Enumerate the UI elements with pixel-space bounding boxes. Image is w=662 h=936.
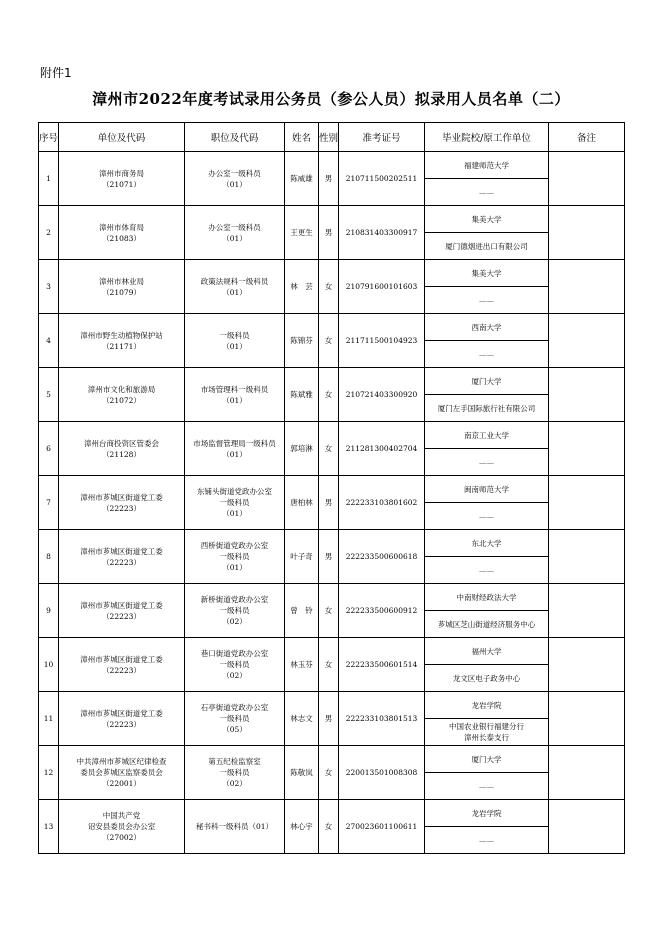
row-school: 东北大学	[425, 530, 549, 557]
row-no: 1	[39, 152, 59, 206]
row-unit: 漳州市芗城区街道党工委 （22223）	[59, 692, 185, 746]
row-post: 政策法规科一级科员 （01）	[185, 260, 285, 314]
row-note	[549, 584, 625, 638]
row-exam-id: 222233500600618	[339, 530, 425, 584]
table-row	[39, 584, 625, 611]
row-name: 林玉芬	[285, 638, 319, 692]
row-work: 芗城区芝山街道经济服务中心	[425, 611, 549, 638]
row-note	[549, 746, 625, 800]
row-exam-id: 222233500601514	[339, 638, 425, 692]
row-unit: 漳州市文化和旅游局 （21072）	[59, 368, 185, 422]
row-no: 12	[39, 746, 59, 800]
row-work: 龙文区电子政务中心	[425, 665, 549, 692]
row-note	[549, 476, 625, 530]
row-work: ——	[425, 341, 549, 368]
row-unit: 中共漳州市芗城区纪律检查 委员会芗城区监察委员会 （22001）	[59, 746, 185, 800]
table-row	[39, 368, 625, 395]
row-exam-id: 211281300402704	[339, 422, 425, 476]
row-name: 林 芸	[285, 260, 319, 314]
row-note	[549, 260, 625, 314]
header-post: 职位及代码	[185, 123, 285, 152]
row-name: 曾 铃	[285, 584, 319, 638]
row-no: 9	[39, 584, 59, 638]
row-unit: 漳州市芗城区街道党工委 （22223）	[59, 476, 185, 530]
table-row	[39, 692, 625, 719]
row-no: 6	[39, 422, 59, 476]
row-gender: 男	[319, 692, 339, 746]
table-row	[39, 314, 625, 341]
row-work: 厦门左手国际旅行社有限公司	[425, 395, 549, 422]
row-no: 7	[39, 476, 59, 530]
page-title: 漳州市2022年度考试录用公务员（参公人员）拟录用人员名单（二）	[92, 90, 570, 108]
row-no: 3	[39, 260, 59, 314]
row-note	[549, 692, 625, 746]
row-gender: 女	[319, 260, 339, 314]
row-post: 第五纪检监察室 一级科员 （02）	[185, 746, 285, 800]
row-name: 陈威雄	[285, 152, 319, 206]
row-post: 一级科员 （01）	[185, 314, 285, 368]
row-work: 厦门德烟进出口有限公司	[425, 233, 549, 260]
row-work: ——	[425, 827, 549, 854]
row-unit: 漳州市商务局 （21071）	[59, 152, 185, 206]
row-exam-id: 210711500202511	[339, 152, 425, 206]
row-school: 集美大学	[425, 260, 549, 287]
header-unit: 单位及代码	[59, 123, 185, 152]
row-name: 林心宇	[285, 800, 319, 854]
row-note	[549, 422, 625, 476]
row-school: 闽南师范大学	[425, 476, 549, 503]
row-exam-id: 210791600101603	[339, 260, 425, 314]
row-unit: 中国共产党 诏安县委员会办公室 （27002）	[59, 800, 185, 854]
table-row	[39, 638, 625, 665]
row-unit: 漳州市芗城区街道党工委 （22223）	[59, 638, 185, 692]
row-no: 5	[39, 368, 59, 422]
row-school: 福州大学	[425, 638, 549, 665]
row-exam-id: 210721403300920	[339, 368, 425, 422]
row-post: 石亭街道党政办公室 一级科员 （05）	[185, 692, 285, 746]
row-work: ——	[425, 287, 549, 314]
header-note: 备注	[549, 123, 625, 152]
table-row	[39, 800, 625, 827]
header-exam-id: 准考证号	[339, 123, 425, 152]
row-gender: 女	[319, 314, 339, 368]
row-name: 陈锦芬	[285, 314, 319, 368]
row-school: 福建师范大学	[425, 152, 549, 179]
row-gender: 男	[319, 476, 339, 530]
row-note	[549, 368, 625, 422]
table-row	[39, 260, 625, 287]
row-unit: 漳州市芗城区街道党工委 （22223）	[59, 584, 185, 638]
row-post: 巷口街道党政办公室 一级科员 （02）	[185, 638, 285, 692]
row-no: 2	[39, 206, 59, 260]
row-school: 厦门大学	[425, 368, 549, 395]
row-post: 市场监督管理局一级科员 （01）	[185, 422, 285, 476]
row-work: ——	[425, 503, 549, 530]
row-no: 4	[39, 314, 59, 368]
row-school: 南京工业大学	[425, 422, 549, 449]
row-unit: 漳州市芗城区街道党工委 （22223）	[59, 530, 185, 584]
row-post: 东铺头街道党政办公室 一级科员 （01）	[185, 476, 285, 530]
row-work: ——	[425, 557, 549, 584]
row-name: 王更生	[285, 206, 319, 260]
row-gender: 女	[319, 746, 339, 800]
row-work: 中国农业银行福建分行 漳州长泰支行	[425, 719, 549, 746]
row-no: 10	[39, 638, 59, 692]
table-row	[39, 476, 625, 503]
row-school: 厦门大学	[425, 746, 549, 773]
row-post: 新桥街道党政办公室 一级科员 （02）	[185, 584, 285, 638]
row-school: 中南财经政法大学	[425, 584, 549, 611]
row-exam-id: 210831403300917	[339, 206, 425, 260]
row-no: 8	[39, 530, 59, 584]
row-school: 龙岩学院	[425, 692, 549, 719]
row-work: ——	[425, 773, 549, 800]
row-gender: 女	[319, 800, 339, 854]
row-post: 办公室一级科员 （01）	[185, 206, 285, 260]
row-unit: 漳州市体育局 （21083）	[59, 206, 185, 260]
header-name: 姓名	[285, 123, 319, 152]
row-unit: 漳州市野生动植物保护站 （21171）	[59, 314, 185, 368]
row-note	[549, 314, 625, 368]
row-post: 西桥街道党政办公室 一级科员 （01）	[185, 530, 285, 584]
row-school: 龙岩学院	[425, 800, 549, 827]
header-no: 序号	[39, 123, 59, 152]
row-note	[549, 530, 625, 584]
row-name: 陈斌雅	[285, 368, 319, 422]
row-name: 郭培淋	[285, 422, 319, 476]
row-name: 唐柏林	[285, 476, 319, 530]
row-name: 叶子奇	[285, 530, 319, 584]
row-work: ——	[425, 179, 549, 206]
row-note	[549, 638, 625, 692]
attachment-label: 附件1	[40, 66, 72, 80]
row-no: 13	[39, 800, 59, 854]
row-post: 秘书科一级科员（01）	[185, 800, 285, 854]
row-exam-id: 222233500600912	[339, 584, 425, 638]
row-post: 办公室一级科员 （01）	[185, 152, 285, 206]
row-note	[549, 206, 625, 260]
row-unit: 漳州市林业局 （21079）	[59, 260, 185, 314]
candidate-table	[38, 122, 625, 854]
row-post: 市场管理科一级科员 （01）	[185, 368, 285, 422]
row-gender: 女	[319, 368, 339, 422]
row-unit: 漳州台商投资区管委会 （21128）	[59, 422, 185, 476]
row-gender: 男	[319, 206, 339, 260]
row-school: 集美大学	[425, 206, 549, 233]
row-exam-id: 270023601100611	[339, 800, 425, 854]
table-row	[39, 530, 625, 557]
row-name: 林志文	[285, 692, 319, 746]
row-gender: 男	[319, 530, 339, 584]
row-gender: 男	[319, 152, 339, 206]
header-school-work: 毕业院校/原工作单位	[425, 123, 549, 152]
table-row	[39, 152, 625, 179]
row-school: 西南大学	[425, 314, 549, 341]
row-note	[549, 800, 625, 854]
table-row	[39, 422, 625, 449]
row-note	[549, 152, 625, 206]
header-gender: 性别	[319, 123, 339, 152]
row-work: ——	[425, 449, 549, 476]
table-header-row	[39, 123, 625, 152]
row-gender: 女	[319, 638, 339, 692]
table-row	[39, 746, 625, 773]
row-exam-id: 222233103801513	[339, 692, 425, 746]
row-exam-id: 220013501008308	[339, 746, 425, 800]
row-gender: 女	[319, 584, 339, 638]
row-no: 11	[39, 692, 59, 746]
row-name: 陈敬岚	[285, 746, 319, 800]
table-row	[39, 206, 625, 233]
row-gender: 女	[319, 422, 339, 476]
row-exam-id: 222233103801602	[339, 476, 425, 530]
row-exam-id: 211711500104923	[339, 314, 425, 368]
